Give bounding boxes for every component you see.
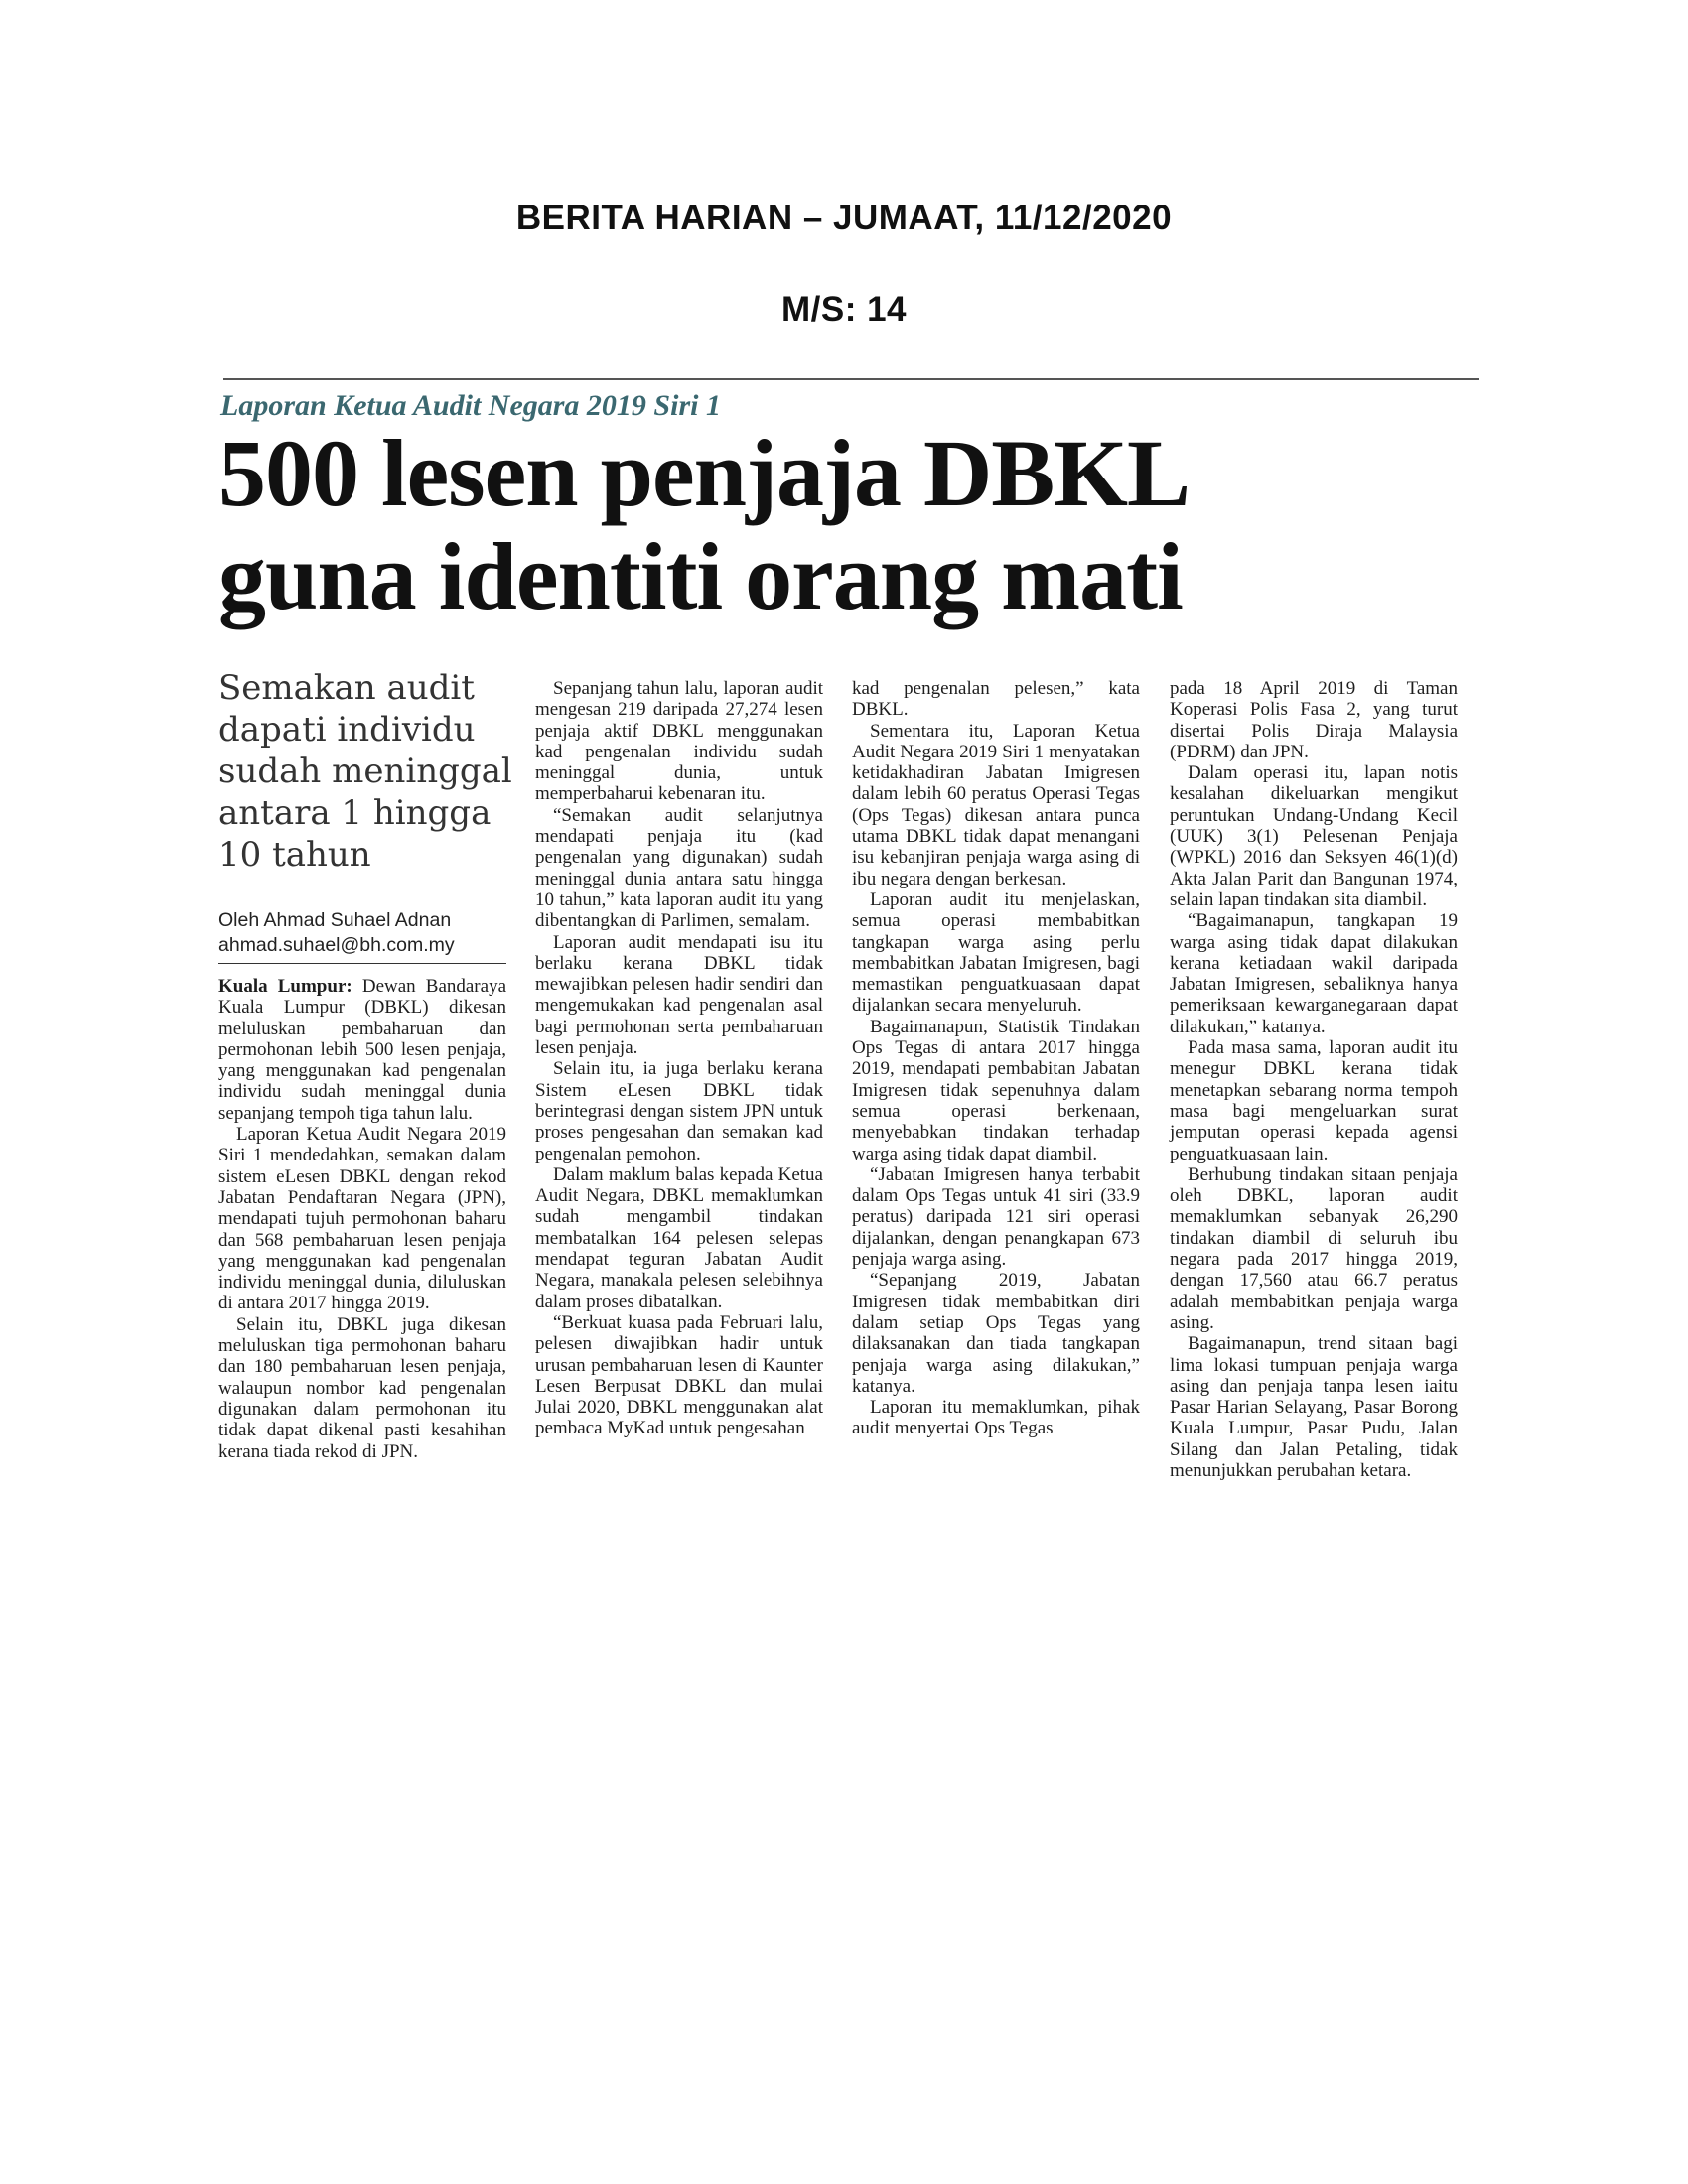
body-paragraph: Sepanjang tahun lalu, laporan audit mengesan 219 daripada 27,274 lesen penjaja aktif DBKL menggunakan kad pengenalan individu sudah meninggal dunia, untuk memperbaharui kebenaran itu. [535, 678, 823, 805]
body-paragraph: “Berkuat kuasa pada Februari lalu, pelesen diwajibkan hadir untuk urusan pembaharuan lesen di Kaunter Lesen Berpusat DBKL dan mulai Julai 2020, DBKL menggunakan alat pembaca MyKad untuk pengesahan [535, 1311, 823, 1439]
body-paragraph: Laporan audit itu menjelaskan, semua operasi membabitkan tangkapan warga asing perlu membabitkan Jabatan Imigresen, bagi memastikan penguatkuasaan dapat dijalankan secara menyeluruh. [852, 888, 1140, 1017]
body-paragraph: Dalam operasi itu, lapan notis kesalahan dikeluarkan mengikut peruntukan Undang-Undang Kecil (UUK) 3(1) Pelesenan Penjaja (WPKL) 2016 dan Seksyen 46(1)(d) Akta Jalan Parit dan Bangunan 1974, selain lapan tindakan sita diambil. [1170, 762, 1458, 910]
body-paragraph: kad pengenalan pelesen,” kata DBKL. [852, 678, 1140, 721]
deck-line: 10 tahun [218, 835, 371, 875]
body-paragraph: Selain itu, DBKL juga dikesan meluluskan tiga permohonan baharu dan 180 pembaharuan lesen penjaja, walaupun nombor kad pengenalan digunakan dalam permohonan itu tidak dapat dikenal pasti kesahihan kerana tiada rekod di JPN. [218, 1313, 506, 1462]
article-column-4 [1170, 678, 1458, 1481]
publication-header: BERITA HARIAN – JUMAAT, 11/12/2020 [515, 199, 1173, 237]
body-paragraph: pada 18 April 2019 di Taman Koperasi Polis Fasa 2, yang turut disertai Polis Diraja Malaysia (PDRM) dan JPN. [1170, 678, 1458, 762]
deck-line: dapati individu [218, 710, 476, 750]
body-paragraph: “Semakan audit selanjutnya mendapati penjaja itu (kad pengenalan yang digunakan) sudah meninggal dunia antara satu hingga 10 tahun,” kata laporan audit itu yang dibentangkan di Parlimen, semalam. [535, 804, 823, 932]
article-kicker: Laporan Ketua Audit Negara 2019 Siri 1 [220, 389, 721, 422]
body-paragraph: “Bagaimanapun, tangkapan 19 warga asing tidak dapat dilakukan kerana ketiadaan wakil daripada Jabatan Imigresen, sebaliknya hanya pemeriksaan kewarganegaraan dapat dilakukan,” katanya. [1170, 910, 1458, 1037]
body-paragraph: Bagaimanapun, trend sitaan bagi lima lokasi tumpuan penjaja warga asing dan penjaja tanpa lesen iaitu Pasar Harian Selayang, Pasar Borong Kuala Lumpur, Pasar Pudu, Jalan Silang dan Jalan Petaling, tidak menunjukkan perubahan ketara. [1170, 1333, 1458, 1481]
body-paragraph: Dalam maklum balas kepada Ketua Audit Negara, DBKL memaklumkan sudah mengambil tindakan membatalkan 164 pelesen selepas mendapat teguran Jabatan Audit Negara, manakala pelesen selebihnya dalam proses dibatalkan. [535, 1163, 823, 1312]
article-deck [218, 667, 516, 876]
dateline: Kuala Lumpur: [218, 976, 352, 997]
body-paragraph: Laporan audit mendapati isu itu berlaku kerana DBKL tidak mewajibkan pelesen hadir sendiri dan mengemukakan kad pengenalan asal bagi permohonan serta pembaharuan lesen penjaja. [535, 931, 823, 1059]
article-column-3 [852, 678, 1140, 1439]
body-paragraph: Bagaimanapun, Statistik Tindakan Ops Tegas di antara 2017 hingga 2019, mendapati pembabitan Jabatan Imigresen tidak sepenuhnya dalam semua operasi berkenaan, menyebabkan tindakan terhadap warga asing tidak dapat diambil. [852, 1016, 1140, 1164]
body-paragraph: Laporan itu memaklumkan, pihak audit menyertai Ops Tegas [852, 1397, 1140, 1439]
body-paragraph [218, 976, 506, 1124]
deck-line: antara 1 hingga [218, 793, 492, 833]
article-headline [218, 422, 1479, 628]
top-divider [223, 378, 1479, 380]
article-byline [218, 908, 516, 958]
article-column-1 [218, 976, 506, 1462]
deck-line: sudah meninggal [218, 751, 512, 791]
author-name: Oleh Ahmad Suhael Adnan [218, 909, 452, 931]
headline-line: 500 lesen penjaja DBKL [218, 420, 1191, 526]
body-paragraph: Laporan Ketua Audit Negara 2019 Siri 1 mendedahkan, semakan dalam sistem eLesen DBKL dengan rekod Jabatan Pendaftaran Negara (JPN), mendapati tujuh permohonan baharu dan 568 pembaharuan lesen penjaja yang menggunakan kad pengenalan individu meninggal dunia, diluluskan di antara 2017 hingga 2019. [218, 1124, 506, 1314]
body-paragraph: Berhubung tindakan sitaan penjaja oleh DBKL, laporan audit memaklumkan sebanyak 26,290 tindakan diambil di seluruh ibu negara pada 2017 hingga 2019, dengan 17,560 atau 66.7 peratus adalah membabitkan penjaja warga asing. [1170, 1163, 1458, 1333]
deck-line: Semakan audit [218, 668, 475, 708]
byline-divider [218, 963, 506, 964]
article-column-2 [535, 678, 823, 1439]
body-paragraph: Selain itu, ia juga berlaku kerana Sistem eLesen DBKL tidak berintegrasi dengan sistem JPN untuk proses pengesahan dan semakan kad pengenalan pemohon. [535, 1058, 823, 1164]
body-paragraph: Sementara itu, Laporan Ketua Audit Negara 2019 Siri 1 menyatakan ketidakhadiran Jabatan Imigresen dalam lebih 60 peratus Operasi Tegas (Ops Tegas) dikesan antara punca utama DBKL tidak dapat menangani isu kebanjiran penjaja warga asing di ibu negara dengan berkesan. [852, 720, 1140, 889]
headline-line: guna identiti orang mati [218, 523, 1183, 629]
body-paragraph: “Jabatan Imigresen hanya terbabit dalam Ops Tegas untuk 41 siri (33.9 peratus) daripada 121 siri operasi dijalankan, dengan penangkapan 673 penjaja warga asing. [852, 1163, 1140, 1271]
page-number: M/S: 14 [780, 290, 908, 329]
paragraph-text: Dewan Bandaraya Kuala Lumpur (DBKL) dikesan meluluskan pembaharuan dan permohonan lebih 500 lesen penjaja, yang menggunakan kad pengenalan individu sudah meninggal dunia sepanjang tempoh tiga tahun lalu. [218, 976, 507, 1124]
body-paragraph: “Sepanjang 2019, Jabatan Imigresen tidak membabitkan diri dalam setiap Ops Tegas yang dilaksanakan dan tiada tangkapan penjaja warga asing dilakukan,” katanya. [852, 1270, 1140, 1397]
author-email: ahmad.suhael@bh.com.my [218, 934, 455, 956]
body-paragraph: Pada masa sama, laporan audit itu menegur DBKL kerana tidak menetapkan sebarang norma tempoh masa bagi mengeluarkan surat jemputan operasi kepada agensi penguatkuasaan lain. [1170, 1037, 1458, 1164]
